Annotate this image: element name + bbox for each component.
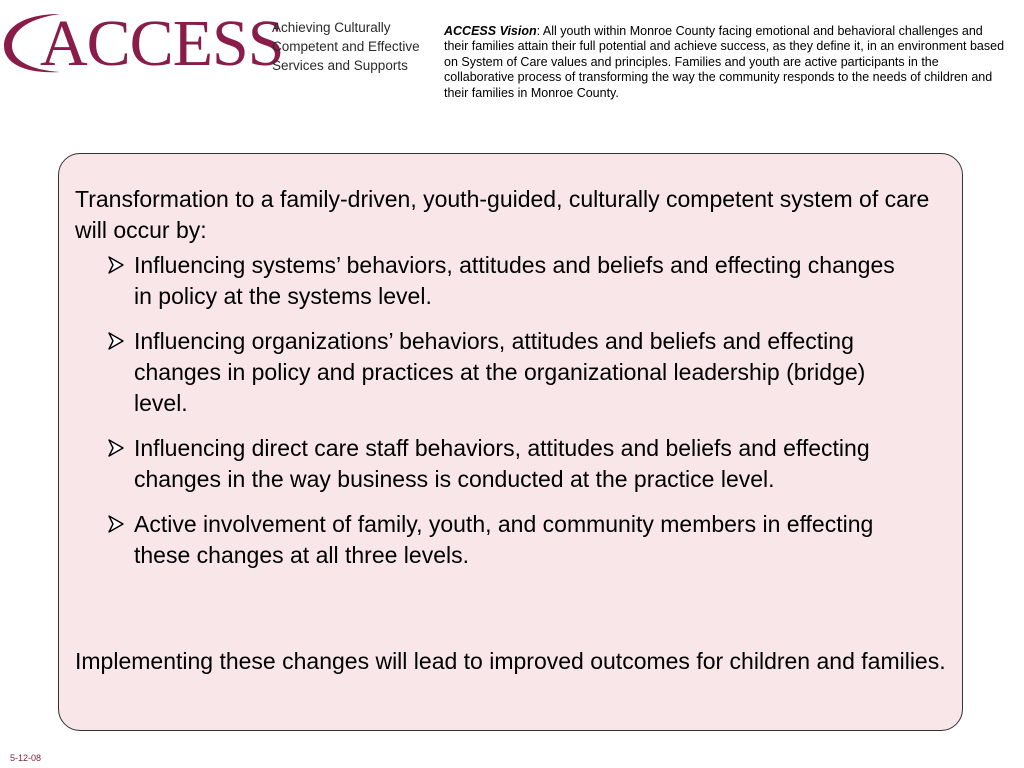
bullet-text: Influencing organizations’ behaviors, attitudes and beliefs and effecting changes in policy and practices at the organizational leadership (bridge) level. (134, 328, 866, 416)
list-item (107, 509, 897, 571)
intro-text: Transformation to a family-driven, youth-guided, culturally competent system of care will occur by: (75, 186, 930, 243)
content-panel (58, 153, 963, 731)
list-item (107, 433, 897, 495)
vision-statement (444, 24, 1006, 101)
logo-tagline (272, 18, 432, 75)
list-item (107, 326, 897, 419)
tagline-line-3: Services and Supports (272, 58, 408, 73)
list-item (107, 250, 897, 312)
outro-text: Implementing these changes will lead to improved outcomes for children and families. (75, 648, 946, 674)
arrow-bullet-icon (107, 331, 125, 351)
logo-wordmark: ACCESS (40, 7, 284, 80)
access-logo (0, 8, 420, 80)
arrow-bullet-icon (107, 255, 125, 275)
arrow-bullet-icon (107, 514, 125, 534)
bullet-text: Influencing direct care staff behaviors, attitudes and beliefs and effecting changes in the way business is conducted at the practice level. (134, 435, 870, 492)
bullet-list (107, 250, 897, 585)
arrow-bullet-icon (107, 438, 125, 458)
vision-text: : All youth within Monroe County facing emotional and behavioral challenges and their families attain their full potential and achieve success, as they define it, in an environment based on System of Care values and principles. Families and youth are active participants in the collaborative process of transforming the way the community responds to the needs of children and their families in Monroe County. (444, 24, 1005, 100)
tagline-line-2: Competent and Effective (272, 39, 420, 54)
bullet-text: Influencing systems’ behaviors, attitudes and beliefs and effecting changes in policy at the systems level. (134, 252, 895, 309)
vision-label: ACCESS Vision (444, 24, 537, 38)
footer-date: 5-12-08 (10, 753, 42, 763)
bullet-text: Active involvement of family, youth, and community members in effecting these changes at all three levels. (134, 511, 874, 568)
tagline-line-1: Achieving Culturally (272, 20, 391, 35)
